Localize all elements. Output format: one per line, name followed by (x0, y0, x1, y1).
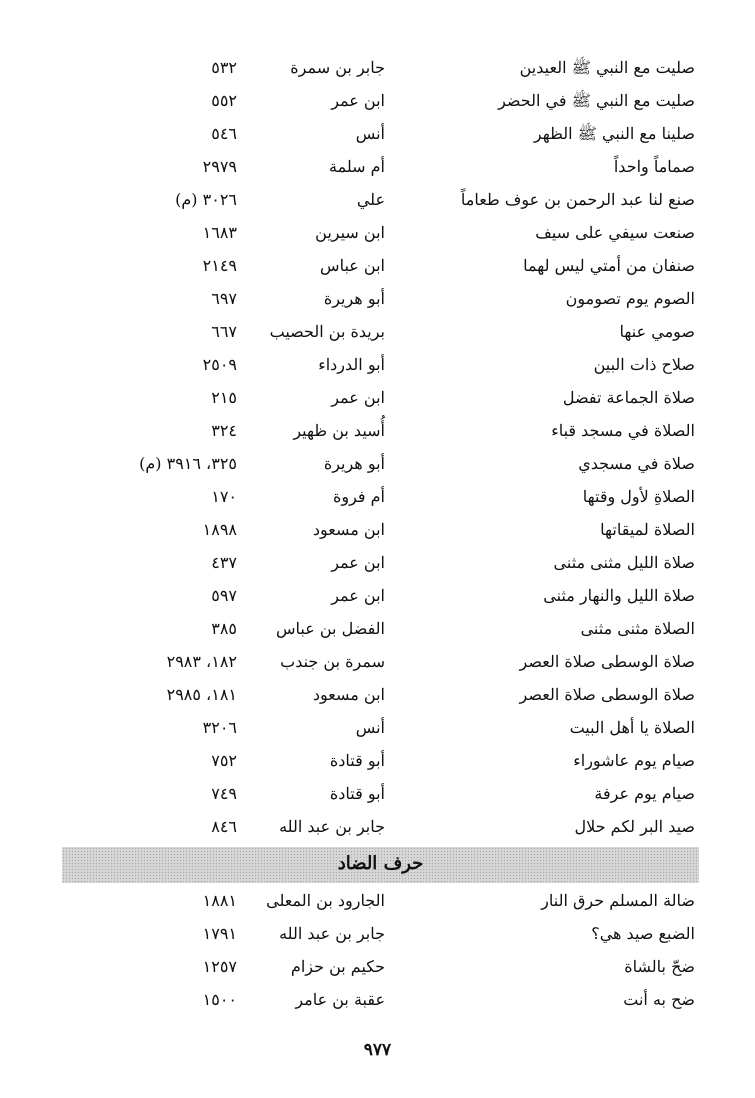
hadith-title: صيام يوم عاشوراء (573, 751, 695, 770)
hadith-reference: ١٥٠٠ (202, 990, 237, 1009)
hadith-title: صليت مع النبي ﷺ العيدين (519, 58, 695, 77)
index-row (0, 712, 755, 745)
narrator-name: ابن عمر (331, 388, 385, 407)
section-heading: حرف الضاد (337, 853, 424, 874)
hadith-title: صنعت سيفي على سيف (535, 223, 695, 242)
hadith-reference: ١٨٩٨ (202, 520, 237, 539)
index-row (0, 918, 755, 951)
narrator-name: أبو الدرداء (318, 355, 385, 374)
narrator-name: أنس (355, 124, 385, 143)
index-row (0, 481, 755, 514)
index-row (0, 415, 755, 448)
hadith-reference: ٥٤٦ (211, 124, 237, 143)
narrator-name: الفضل بن عباس (276, 619, 385, 638)
hadith-title: الصلاة مثنى مثنى (580, 619, 695, 638)
index-row (0, 613, 755, 646)
page-number: ٩٧٧ (363, 1040, 392, 1060)
narrator-name: أبو قتادة (329, 751, 385, 770)
narrator-name: عقبة بن عامر (295, 990, 385, 1009)
narrator-name: بريدة بن الحصيب (269, 322, 385, 341)
narrator-name: علي (356, 190, 385, 209)
index-row (0, 118, 755, 151)
narrator-name: أبو قتادة (329, 784, 385, 803)
hadith-title: صلاة الوسطى صلاة العصر (519, 685, 695, 704)
hadith-title: صنع لنا عبد الرحمن بن عوف طعاماً (460, 190, 695, 209)
hadith-reference: ٦٦٧ (211, 322, 237, 341)
hadith-title: الصلاةِ لأول وقتها (582, 487, 695, 506)
hadith-reference: ١٨٨١ (202, 891, 237, 910)
hadith-title: الصلاة يا أهل البيت (569, 718, 695, 737)
index-row (0, 184, 755, 217)
hadith-reference: ٣٢٠٦ (202, 718, 237, 737)
hadith-reference: ٣٨٥ (211, 619, 237, 638)
narrator-name: أم فروة (332, 487, 385, 506)
index-row (0, 283, 755, 316)
index-row (0, 52, 755, 85)
hadith-reference: ٧٤٩ (211, 784, 237, 803)
section-heading-banner (62, 847, 699, 883)
hadith-reference: ٦٩٧ (211, 289, 237, 308)
hadith-title: صلاة الليل مثنى مثنى (553, 553, 695, 572)
index-row (0, 646, 755, 679)
index-row (0, 778, 755, 811)
hadith-title: صومي عنها (619, 322, 695, 341)
hadith-reference: ٤٣٧ (211, 553, 237, 572)
index-row (0, 382, 755, 415)
narrator-name: أبو هريرة (323, 289, 385, 308)
hadith-reference: ١٨٢، ٢٩٨٣ (166, 652, 237, 671)
narrator-name: جابر بن عبد الله (279, 924, 385, 943)
hadith-title: الضبع صيد هي؟ (591, 924, 695, 943)
index-row (0, 316, 755, 349)
hadith-reference: ٢٩٧٩ (202, 157, 237, 176)
hadith-reference: ٥٥٢ (211, 91, 237, 110)
narrator-name: الجارود بن المعلى (266, 891, 385, 910)
narrator-name: ابن عمر (331, 553, 385, 572)
hadith-reference: ٢١٥ (211, 388, 237, 407)
index-row (0, 811, 755, 844)
hadith-title: صلينا مع النبي ﷺ الظهر (533, 124, 695, 143)
hadith-title: ضحّ بالشاة (624, 957, 695, 976)
hadith-reference: ١٦٨٣ (202, 223, 237, 242)
index-row (0, 679, 755, 712)
hadith-title: ضالة المسلم حرق النار (541, 891, 695, 910)
narrator-name: أم سلمة (329, 157, 385, 176)
narrator-name: ابن سيرين (315, 223, 385, 242)
index-row (0, 984, 755, 1017)
narrator-name: ابن مسعود (312, 520, 385, 539)
hadith-reference: ١٢٥٧ (202, 957, 237, 976)
index-row (0, 85, 755, 118)
hadith-title: صيام يوم عرفة (594, 784, 695, 803)
narrator-name: ابن مسعود (312, 685, 385, 704)
index-row (0, 349, 755, 382)
index-row (0, 250, 755, 283)
index-row (0, 151, 755, 184)
hadith-title: ضح به أنت (623, 990, 695, 1009)
hadith-title: الصلاة في مسجد قباء (551, 421, 695, 440)
narrator-name: ابن عمر (331, 586, 385, 605)
hadith-reference: ٢٥٠٩ (202, 355, 237, 374)
hadith-title: صلاح ذات البين (593, 355, 695, 374)
hadith-title: الصوم يوم تصومون (565, 289, 695, 308)
hadith-reference: ١٨١، ٢٩٨٥ (166, 685, 237, 704)
narrator-name: حكيم بن حزام (290, 957, 385, 976)
hadith-reference: ٧٥٢ (211, 751, 237, 770)
index-row (0, 885, 755, 918)
index-row (0, 547, 755, 580)
hadith-reference: ٣٢٥، ٣٩١٦ (م) (139, 454, 237, 473)
hadith-title: صليت مع النبي ﷺ في الحضر (498, 91, 695, 110)
narrator-name: ابن عمر (331, 91, 385, 110)
hadith-reference: ٨٤٦ (211, 817, 237, 836)
hadith-reference: ٣٢٤ (211, 421, 237, 440)
hadith-reference: ١٧٩١ (202, 924, 237, 943)
hadith-reference: ٣٠٢٦ (م) (175, 190, 237, 209)
index-row (0, 448, 755, 481)
hadith-reference: ٢١٤٩ (202, 256, 237, 275)
narrator-name: ابن عباس (320, 256, 385, 275)
hadith-title: صلاة الجماعة تفضل (562, 388, 695, 407)
index-row (0, 514, 755, 547)
narrator-name: أبو هريرة (323, 454, 385, 473)
hadith-title: صماماً واحداً (613, 157, 695, 176)
narrator-name: سمرة بن جندب (280, 652, 385, 671)
hadith-title: صيد البر لكم حلال (574, 817, 695, 836)
hadith-title: صلاة الليل والنهار مثنى (543, 586, 695, 605)
index-list (0, 52, 755, 1017)
index-row (0, 217, 755, 250)
hadith-reference: ٥٩٧ (211, 586, 237, 605)
narrator-name: أُسيد بن ظهير (293, 421, 385, 440)
index-row (0, 580, 755, 613)
hadith-reference: ٥٣٢ (211, 58, 237, 77)
index-row (0, 951, 755, 984)
hadith-title: الصلاة لميقاتها (600, 520, 695, 539)
narrator-name: جابر بن سمرة (290, 58, 385, 77)
hadith-reference: ١٧٠ (211, 487, 237, 506)
narrator-name: جابر بن عبد الله (279, 817, 385, 836)
index-row (0, 745, 755, 778)
hadith-title: صلاة في مسجدي (578, 454, 695, 473)
hadith-title: صنفان من أمتي ليس لهما (523, 256, 695, 275)
hadith-title: صلاة الوسطى صلاة العصر (519, 652, 695, 671)
narrator-name: أنس (355, 718, 385, 737)
